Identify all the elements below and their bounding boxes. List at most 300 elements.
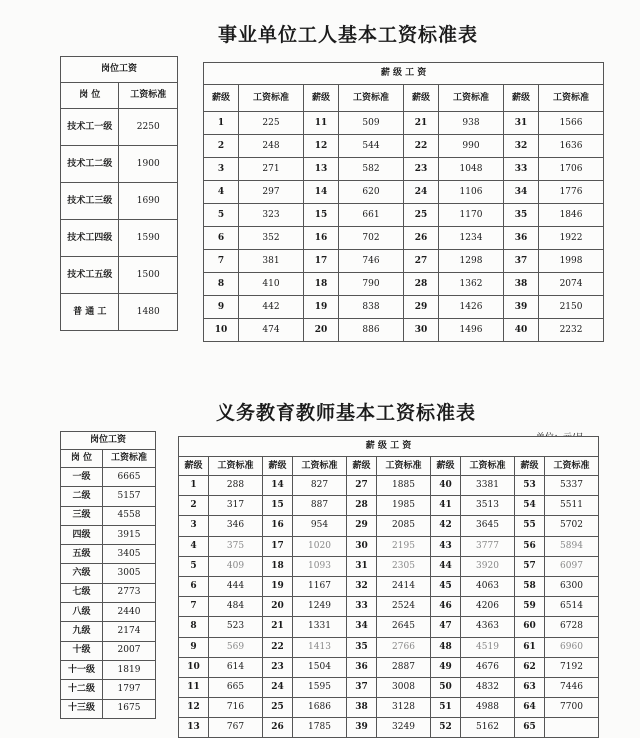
- grade-cell: 32: [504, 135, 539, 158]
- wage-cell: 474: [239, 319, 304, 342]
- wage-cell: 2887: [377, 657, 431, 677]
- table-row: [61, 660, 156, 679]
- wage-cell: 938: [439, 112, 504, 135]
- post-value-cell: 2174: [103, 622, 156, 641]
- salary-table-header: 薪级: [179, 457, 209, 476]
- post-name-cell: 七级: [61, 583, 103, 602]
- post-name-cell: 普 通 工: [61, 294, 119, 331]
- salary-table-title: 薪 级 工 资: [204, 63, 604, 85]
- table-row: [204, 135, 604, 158]
- grade-cell: 9: [179, 637, 209, 657]
- table-row: [61, 545, 156, 564]
- wage-cell: 3645: [461, 516, 515, 536]
- table-row: [61, 622, 156, 641]
- wage-cell: 1093: [293, 556, 347, 576]
- wage-cell: 4363: [461, 617, 515, 637]
- wage-cell: 2524: [377, 597, 431, 617]
- wage-cell: 702: [339, 227, 404, 250]
- table-row: [179, 698, 599, 718]
- table-row: [61, 525, 156, 544]
- grade-cell: 27: [347, 476, 377, 496]
- grade-cell: 34: [347, 617, 377, 637]
- grade-cell: 26: [404, 227, 439, 250]
- wage-cell: 1413: [293, 637, 347, 657]
- wage-cell: 827: [293, 476, 347, 496]
- grade-cell: 44: [431, 556, 461, 576]
- grade-cell: 6: [204, 227, 239, 250]
- wage-cell: 1846: [539, 204, 604, 227]
- grade-cell: 25: [404, 204, 439, 227]
- table-row: [204, 273, 604, 296]
- grade-cell: 11: [179, 677, 209, 697]
- grade-cell: 39: [504, 296, 539, 319]
- table-row: [204, 319, 604, 342]
- table-row: [179, 496, 599, 516]
- post-table-header: 工资标准: [119, 83, 178, 109]
- post-table-header: 岗 位: [61, 450, 103, 468]
- wage-cell: 1167: [293, 576, 347, 596]
- grade-cell: 18: [263, 556, 293, 576]
- grade-cell: 46: [431, 597, 461, 617]
- table-row: [204, 204, 604, 227]
- wage-cell: 4676: [461, 657, 515, 677]
- wage-cell: 523: [209, 617, 263, 637]
- post-table-title: 岗位工资: [61, 57, 178, 83]
- wage-cell: 1020: [293, 536, 347, 556]
- post-name-cell: 技术工二级: [61, 146, 119, 183]
- salary-table-header: 薪级: [404, 85, 439, 112]
- table-row: [179, 617, 599, 637]
- grade-cell: 8: [179, 617, 209, 637]
- post-value-cell: 2250: [119, 109, 178, 146]
- grade-cell: 60: [515, 617, 545, 637]
- table-row: [204, 296, 604, 319]
- salary-table-header: 工资标准: [461, 457, 515, 476]
- wage-cell: 225: [239, 112, 304, 135]
- wage-cell: 3128: [377, 698, 431, 718]
- post-name-cell: 二级: [61, 487, 103, 506]
- wage-cell: 954: [293, 516, 347, 536]
- post-value-cell: 6665: [103, 468, 156, 487]
- grade-cell: 27: [404, 250, 439, 273]
- grade-cell: 53: [515, 476, 545, 496]
- post-value-cell: 1819: [103, 660, 156, 679]
- wage-cell: 661: [339, 204, 404, 227]
- grade-cell: 19: [304, 296, 339, 319]
- salary-table-header: 工资标准: [239, 85, 304, 112]
- grade-cell: 57: [515, 556, 545, 576]
- post-name-cell: 技术工三级: [61, 183, 119, 220]
- wage-cell: 1885: [377, 476, 431, 496]
- grade-cell: 7: [204, 250, 239, 273]
- wage-cell: 1298: [439, 250, 504, 273]
- grade-cell: 61: [515, 637, 545, 657]
- grade-cell: 47: [431, 617, 461, 637]
- wage-cell: 2195: [377, 536, 431, 556]
- table-row: [61, 680, 156, 699]
- post-name-cell: 技术工一级: [61, 109, 119, 146]
- wage-cell: 3777: [461, 536, 515, 556]
- table-row: [61, 699, 156, 718]
- wage-cell: 7700: [545, 698, 599, 718]
- post-value-cell: 2007: [103, 641, 156, 660]
- table-row: [204, 181, 604, 204]
- table-row: [179, 597, 599, 617]
- grade-cell: 33: [504, 158, 539, 181]
- grade-cell: 38: [347, 698, 377, 718]
- wage-cell: 886: [339, 319, 404, 342]
- grade-cell: 9: [204, 296, 239, 319]
- grade-cell: 20: [263, 597, 293, 617]
- table-row: [204, 227, 604, 250]
- wage-cell: 3381: [461, 476, 515, 496]
- table-row: [61, 146, 178, 183]
- salary-table-header: 薪级: [263, 457, 293, 476]
- wage-cell: 1170: [439, 204, 504, 227]
- grade-cell: 56: [515, 536, 545, 556]
- grade-cell: 2: [179, 496, 209, 516]
- grade-cell: 20: [304, 319, 339, 342]
- grade-cell: 54: [515, 496, 545, 516]
- wage-cell: 716: [209, 698, 263, 718]
- post-name-cell: 三级: [61, 506, 103, 525]
- grade-cell: 50: [431, 677, 461, 697]
- grade-cell: 63: [515, 677, 545, 697]
- grade-cell: 55: [515, 516, 545, 536]
- grade-cell: 31: [504, 112, 539, 135]
- grade-cell: 23: [404, 158, 439, 181]
- grade-cell: 48: [431, 637, 461, 657]
- grade-cell: 24: [263, 677, 293, 697]
- grade-cell: 24: [404, 181, 439, 204]
- wage-cell: 3008: [377, 677, 431, 697]
- grade-cell: 37: [347, 677, 377, 697]
- grade-cell: 1: [179, 476, 209, 496]
- post-value-cell: 2773: [103, 583, 156, 602]
- post-name-cell: 十级: [61, 641, 103, 660]
- post-name-cell: 一级: [61, 468, 103, 487]
- salary-table-header: 薪级: [204, 85, 239, 112]
- wage-cell: 4988: [461, 698, 515, 718]
- grade-cell: 51: [431, 698, 461, 718]
- post-name-cell: 四级: [61, 525, 103, 544]
- wage-cell: 352: [239, 227, 304, 250]
- wage-cell: 7192: [545, 657, 599, 677]
- wage-cell: 410: [239, 273, 304, 296]
- post-value-cell: 2440: [103, 603, 156, 622]
- post-value-cell: 1590: [119, 220, 178, 257]
- post-name-cell: 六级: [61, 564, 103, 583]
- wage-cell: 582: [339, 158, 404, 181]
- table-row: [204, 250, 604, 273]
- wage-cell: 509: [339, 112, 404, 135]
- grade-cell: 17: [304, 250, 339, 273]
- wage-cell: 1566: [539, 112, 604, 135]
- wage-cell: 2085: [377, 516, 431, 536]
- grade-cell: 32: [347, 576, 377, 596]
- salary-table-header: 工资标准: [539, 85, 604, 112]
- post-name-cell: 十一级: [61, 660, 103, 679]
- post-name-cell: 十三级: [61, 699, 103, 718]
- grade-cell: 34: [504, 181, 539, 204]
- table-row: [61, 487, 156, 506]
- table-row: [179, 677, 599, 697]
- table-row: [61, 257, 178, 294]
- grade-cell: 4: [179, 536, 209, 556]
- grade-cell: 21: [263, 617, 293, 637]
- grade-cell: 15: [263, 496, 293, 516]
- wage-cell: 271: [239, 158, 304, 181]
- wage-cell: 1686: [293, 698, 347, 718]
- wage-cell: 6300: [545, 576, 599, 596]
- grade-cell: 4: [204, 181, 239, 204]
- grade-cell: 12: [304, 135, 339, 158]
- wage-cell: 409: [209, 556, 263, 576]
- table-row: [179, 637, 599, 657]
- wage-cell: 1922: [539, 227, 604, 250]
- wage-cell: 317: [209, 496, 263, 516]
- wage-cell: 323: [239, 204, 304, 227]
- grade-cell: 15: [304, 204, 339, 227]
- table-row: [179, 536, 599, 556]
- post-value-cell: 3915: [103, 525, 156, 544]
- wage-cell: 5702: [545, 516, 599, 536]
- wage-cell: 3920: [461, 556, 515, 576]
- post-value-cell: 5157: [103, 487, 156, 506]
- table-row: [61, 109, 178, 146]
- wage-cell: 1504: [293, 657, 347, 677]
- salary-table-header: 薪级: [515, 457, 545, 476]
- wage-cell: 990: [439, 135, 504, 158]
- grade-cell: 52: [431, 718, 461, 738]
- grade-cell: 16: [304, 227, 339, 250]
- salary-table-header: 工资标准: [209, 457, 263, 476]
- grade-cell: 31: [347, 556, 377, 576]
- wage-cell: 1362: [439, 273, 504, 296]
- grade-cell: 45: [431, 576, 461, 596]
- wage-cell: 1785: [293, 718, 347, 738]
- wage-cell: 1985: [377, 496, 431, 516]
- grade-cell: 10: [204, 319, 239, 342]
- grade-cell: 42: [431, 516, 461, 536]
- doc2-salary-table: [178, 436, 599, 738]
- wage-cell: 614: [209, 657, 263, 677]
- doc1-title: 事业单位工人基本工资标准表: [218, 24, 479, 46]
- post-table-title: 岗位工资: [61, 432, 156, 450]
- wage-cell: 1496: [439, 319, 504, 342]
- grade-cell: 62: [515, 657, 545, 677]
- grade-cell: 1: [204, 112, 239, 135]
- grade-cell: 43: [431, 536, 461, 556]
- wage-cell: 887: [293, 496, 347, 516]
- post-value-cell: 1900: [119, 146, 178, 183]
- grade-cell: 6: [179, 576, 209, 596]
- wage-cell: 1234: [439, 227, 504, 250]
- post-name-cell: 技术工五级: [61, 257, 119, 294]
- wage-cell: 838: [339, 296, 404, 319]
- grade-cell: 37: [504, 250, 539, 273]
- wage-cell: 3513: [461, 496, 515, 516]
- table-row: [179, 516, 599, 536]
- grade-cell: 16: [263, 516, 293, 536]
- wage-cell: 1249: [293, 597, 347, 617]
- post-table-header: 岗 位: [61, 83, 119, 109]
- post-table-header: 工资标准: [103, 450, 156, 468]
- grade-cell: 49: [431, 657, 461, 677]
- wage-cell: 5162: [461, 718, 515, 738]
- wage-cell: 544: [339, 135, 404, 158]
- salary-table-header: 工资标准: [339, 85, 404, 112]
- post-value-cell: 3005: [103, 564, 156, 583]
- post-value-cell: 1500: [119, 257, 178, 294]
- wage-cell: 746: [339, 250, 404, 273]
- grade-cell: 36: [504, 227, 539, 250]
- grade-cell: 25: [263, 698, 293, 718]
- grade-cell: 3: [179, 516, 209, 536]
- wage-cell: 1595: [293, 677, 347, 697]
- grade-cell: 59: [515, 597, 545, 617]
- table-row: [61, 583, 156, 602]
- salary-table-title: 薪 级 工 资: [179, 437, 599, 457]
- wage-cell: 1636: [539, 135, 604, 158]
- grade-cell: 22: [404, 135, 439, 158]
- grade-cell: 28: [347, 496, 377, 516]
- wage-cell: 4206: [461, 597, 515, 617]
- grade-cell: 23: [263, 657, 293, 677]
- wage-cell: 375: [209, 536, 263, 556]
- table-row: [179, 576, 599, 596]
- grade-cell: 17: [263, 536, 293, 556]
- salary-table-header: 薪级: [504, 85, 539, 112]
- post-value-cell: 1797: [103, 680, 156, 699]
- post-name-cell: 技术工四级: [61, 220, 119, 257]
- doc1-salary-table: [203, 62, 604, 342]
- post-name-cell: 十二级: [61, 680, 103, 699]
- grade-cell: 19: [263, 576, 293, 596]
- wage-cell: 4519: [461, 637, 515, 657]
- wage-cell: 665: [209, 677, 263, 697]
- table-row: [204, 112, 604, 135]
- grade-cell: 28: [404, 273, 439, 296]
- grade-cell: 8: [204, 273, 239, 296]
- grade-cell: 64: [515, 698, 545, 718]
- grade-cell: 33: [347, 597, 377, 617]
- wage-cell: 2645: [377, 617, 431, 637]
- salary-table-header: 薪级: [431, 457, 461, 476]
- grade-cell: 26: [263, 718, 293, 738]
- wage-cell: 5894: [545, 536, 599, 556]
- wage-cell: 4832: [461, 677, 515, 697]
- post-value-cell: 1675: [103, 699, 156, 718]
- grade-cell: 2: [204, 135, 239, 158]
- wage-cell: 4063: [461, 576, 515, 596]
- wage-cell: 444: [209, 576, 263, 596]
- salary-table-header: 工资标准: [377, 457, 431, 476]
- wage-cell: 6097: [545, 556, 599, 576]
- grade-cell: 35: [347, 637, 377, 657]
- grade-cell: 30: [347, 536, 377, 556]
- grade-cell: 41: [431, 496, 461, 516]
- wage-cell: 442: [239, 296, 304, 319]
- table-row: [179, 476, 599, 496]
- wage-cell: 1048: [439, 158, 504, 181]
- post-value-cell: 1690: [119, 183, 178, 220]
- grade-cell: 13: [179, 718, 209, 738]
- grade-cell: 18: [304, 273, 339, 296]
- wage-cell: 1706: [539, 158, 604, 181]
- table-row: [61, 603, 156, 622]
- table-row: [61, 564, 156, 583]
- post-value-cell: 4558: [103, 506, 156, 525]
- grade-cell: 11: [304, 112, 339, 135]
- wage-cell: 620: [339, 181, 404, 204]
- wage-cell: 1426: [439, 296, 504, 319]
- wage-cell: 6960: [545, 637, 599, 657]
- grade-cell: 10: [179, 657, 209, 677]
- wage-cell: 1331: [293, 617, 347, 637]
- wage-cell: 3249: [377, 718, 431, 738]
- wage-cell: 2150: [539, 296, 604, 319]
- wage-cell: 6514: [545, 597, 599, 617]
- grade-cell: 65: [515, 718, 545, 738]
- table-row: [61, 183, 178, 220]
- doc2-title: 义务教育教师基本工资标准表: [216, 402, 477, 424]
- wage-cell: 2766: [377, 637, 431, 657]
- wage-cell: 767: [209, 718, 263, 738]
- wage-cell: 1776: [539, 181, 604, 204]
- wage-cell: 2232: [539, 319, 604, 342]
- post-name-cell: 八级: [61, 603, 103, 622]
- grade-cell: 13: [304, 158, 339, 181]
- wage-cell: 6728: [545, 617, 599, 637]
- grade-cell: 3: [204, 158, 239, 181]
- wage-cell: 288: [209, 476, 263, 496]
- salary-table-header: 工资标准: [439, 85, 504, 112]
- table-row: [61, 294, 178, 331]
- wage-cell: 2305: [377, 556, 431, 576]
- salary-table-header: 薪级: [347, 457, 377, 476]
- table-row: [204, 158, 604, 181]
- grade-cell: 5: [204, 204, 239, 227]
- wage-cell: 381: [239, 250, 304, 273]
- grade-cell: 40: [504, 319, 539, 342]
- table-row: [61, 220, 178, 257]
- wage-cell: 5511: [545, 496, 599, 516]
- salary-table-header: 工资标准: [545, 457, 599, 476]
- grade-cell: 22: [263, 637, 293, 657]
- wage-cell: 569: [209, 637, 263, 657]
- wage-cell: 790: [339, 273, 404, 296]
- grade-cell: 30: [404, 319, 439, 342]
- post-name-cell: 五级: [61, 545, 103, 564]
- wage-cell: 248: [239, 135, 304, 158]
- post-name-cell: 九级: [61, 622, 103, 641]
- wage-cell: 5337: [545, 476, 599, 496]
- grade-cell: 38: [504, 273, 539, 296]
- grade-cell: 39: [347, 718, 377, 738]
- wage-cell: 484: [209, 597, 263, 617]
- table-row: [179, 657, 599, 677]
- grade-cell: 14: [263, 476, 293, 496]
- grade-cell: 14: [304, 181, 339, 204]
- grade-cell: 7: [179, 597, 209, 617]
- table-row: [179, 556, 599, 576]
- salary-table-header: 薪级: [304, 85, 339, 112]
- grade-cell: 40: [431, 476, 461, 496]
- wage-cell: 2074: [539, 273, 604, 296]
- wage-cell: 297: [239, 181, 304, 204]
- table-row: [61, 641, 156, 660]
